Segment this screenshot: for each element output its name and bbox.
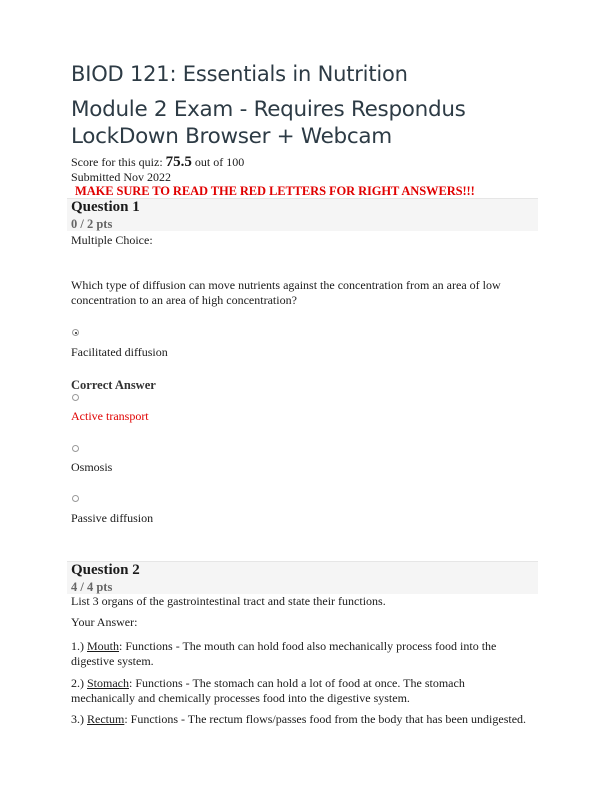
answer-1-number: 1.) <box>71 639 87 653</box>
question-2-points: 4 / 4 pts <box>71 580 113 594</box>
option-3-radio[interactable] <box>72 445 79 452</box>
option-4-label: Passive diffusion <box>71 511 154 525</box>
answer-1-organ: Mouth <box>87 639 120 653</box>
answer-2 <box>71 676 531 706</box>
answer-1-text: : Functions - The mouth can hold food also mechanically process food into the digestive system. <box>71 639 497 668</box>
option-1-radio[interactable] <box>72 329 79 336</box>
quiz-score <box>71 154 244 171</box>
question-2-header <box>67 561 538 594</box>
answer-3 <box>71 712 531 727</box>
question-1-type: Multiple Choice: <box>71 233 153 247</box>
option-4-radio[interactable] <box>72 495 79 502</box>
option-2-radio[interactable] <box>72 394 79 401</box>
question-1-prompt: Which type of diffusion can move nutrients against the concentration from an area of low concentration to an area of high concentration? <box>71 278 501 307</box>
answer-2-number: 2.) <box>71 676 87 690</box>
option-1-label: Facilitated diffusion <box>71 345 168 359</box>
question-2-prompt: List 3 organs of the gastrointestinal tract and state their functions. <box>71 594 386 608</box>
exam-title: Module 2 Exam - Requires Respondus LockDown Browser + Webcam <box>71 97 466 149</box>
score-prefix: Score for this quiz: <box>71 155 166 169</box>
answer-1 <box>71 639 531 669</box>
correct-answer-label: Correct Answer <box>71 378 156 392</box>
score-value: 75.5 <box>165 154 192 170</box>
your-answer-label: Your Answer: <box>71 615 138 629</box>
red-warning-note: MAKE SURE TO READ THE RED LETTERS FOR RIGHT ANSWERS!!! <box>75 184 475 198</box>
question-1-header <box>67 198 538 231</box>
answer-2-text: : Functions - The stomach can hold a lot of food at once. The stomach mechanically and chemically processes food into the digestive system. <box>71 676 465 705</box>
question-1-title: Question 1 <box>71 199 140 215</box>
answer-2-organ: Stomach <box>87 676 129 690</box>
answer-3-text: : Functions - The rectum flows/passes food from the body that has been undigested. <box>124 712 527 726</box>
course-title: BIOD 121: Essentials in Nutrition <box>71 62 408 86</box>
option-3-label: Osmosis <box>71 460 113 474</box>
answer-3-number: 3.) <box>71 712 87 726</box>
submitted-date: Submitted Nov 2022 <box>71 170 172 184</box>
option-2-label: Active transport <box>71 409 149 423</box>
question-1-points: 0 / 2 pts <box>71 217 113 231</box>
score-suffix: out of 100 <box>191 155 245 169</box>
question-2-title: Question 2 <box>71 562 140 578</box>
answer-3-organ: Rectum <box>87 712 125 726</box>
